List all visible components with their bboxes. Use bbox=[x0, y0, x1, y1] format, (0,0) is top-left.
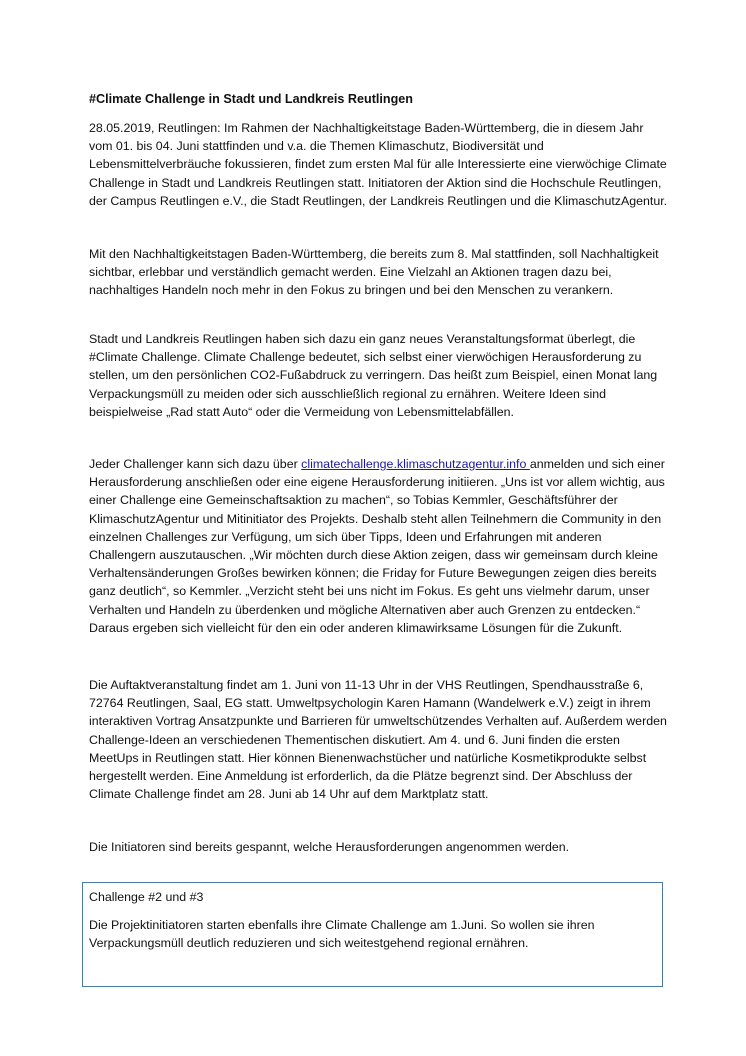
document-title: #Climate Challenge in Stadt und Landkreis Reutlingen bbox=[89, 92, 413, 106]
paragraph-events: Die Auftaktveranstaltung findet am 1. Juni von 11-13 Uhr in der VHS Reutlingen, Spendhausstraße 6, 72764 Reutlingen, Saal, EG statt. Umweltpsychologin Karen Hamann (Wandelwerk e.V.) zeigt in ihrem interaktiven Vortrag Ansatzpunkte und Barrieren für umweltschützendes Verhalten auf. Außerdem werden Challenge-Ideen an verschiedenen Thementischen diskutiert. Am 4. und 6. Juni finden die ersten MeetUps in Reutlingen statt. Hier können Bienenwachstücher und natürliche Kosmetikprodukte selbst hergestellt werden. Eine Anmeldung ist erforderlich, da die Plätze begrenzt sind. Der Abschluss der Climate Challenge findet am 28. Juni ab 14 Uhr auf dem Marktplatz statt. bbox=[89, 678, 667, 802]
box-heading: Challenge #2 und #3 bbox=[89, 890, 204, 904]
paragraph-closing: Die Initiatoren sind bereits gespannt, welche Herausforderungen angenommen werden. bbox=[89, 840, 570, 854]
paragraph-registration-rest: anmelden und sich einer Herausforderung anschließen oder eine eigene Herausforderung initiieren. „Uns ist vor allem wichtig, aus einer Challenge eine Gemeinschaftsaktion zu machen“, so Tobias Kemmler, Geschäftsführer der KlimaschutzAgentur und Mitinitiator des Projekts. Deshalb steht allen Teilnehmern die Community in den einzelnen Challenges zur Verfügung, um sich über Tipps, Ideen und Erfahrungen mit anderen Challengern auszutauschen. „Wir möchten durch diese Aktion zeigen, dass wir gemeinsam durch kleine Verhaltensänderungen Großes bewirken können; die Friday for Future Bewegungen zeigen dies bereits ganz deutlich“, so Kemmler. „Verzicht steht bei uns nicht im Fokus. Es geht uns vielmehr darum, unser Verhalten und Handeln zu überdenken und mögliche Alternativen aber auch Grenzen zu entdecken.“ Daraus ergeben sich vielleicht für den ein oder anderen klimawirksame Lösungen für die Zukunft. bbox=[89, 457, 665, 635]
paragraph-nachhaltigkeitstage: Mit den Nachhaltigkeitstagen Baden-Württemberg, die bereits zum 8. Mal stattfinden, soll Nachhaltigkeit sichtbar, erlebbar und verständlich gemacht werden. Eine Vielzahl an Aktionen tragen dazu bei, nachhaltiges Handeln noch mehr in den Fokus zu bringen und bei den Menschen zu verankern. bbox=[89, 247, 659, 298]
paragraph-registration bbox=[89, 455, 669, 637]
paragraph-registration-start: Jeder Challenger kann sich dazu über bbox=[89, 457, 302, 471]
climatechallenge-link[interactable]: climatechallenge.klimaschutzagentur.info bbox=[301, 457, 530, 471]
box-text: Die Projektinitiatoren starten ebenfalls ihre Climate Challenge am 1.Juni. So wollen sie ihren Verpackungsmüll deutlich reduzieren und sich weitestgehend regional ernähren. bbox=[89, 918, 595, 951]
paragraph-intro: 28.05.2019, Reutlingen: Im Rahmen der Nachhaltigkeitstage Baden-Württemberg, die in diesem Jahr vom 01. bis 04. Juni stattfinden und v.a. die Themen Klimaschutz, Biodiversität und Lebensmittelverbräuche fokussieren, findet zum ersten Mal für alle Interessierte eine vierwöchige Climate Challenge in Stadt und Landkreis Reutlingen statt. Initiatoren der Aktion sind die Hochschule Reutlingen, der Campus Reutlingen e.V., die Stadt Reutlingen, der Landkreis Reutlingen und die KlimaschutzAgentur. bbox=[89, 121, 668, 208]
challenge-info-box bbox=[82, 882, 663, 987]
paragraph-format: Stadt und Landkreis Reutlingen haben sich dazu ein ganz neues Veranstaltungsformat überlegt, die #Climate Challenge. Climate Challenge bedeutet, sich selbst einer vierwöchigen Herausforderung zu stellen, um den persönlichen CO2-Fußabdruck zu verringern. Das heißt zum Beispiel, einen Monat lang Verpackungsmüll zu meiden oder sich ausschließlich regional zu ernähren. Weitere Ideen sind beispielweise „Rad statt Auto“ oder die Vermeidung von Lebensmittelabfällen. bbox=[89, 332, 658, 419]
